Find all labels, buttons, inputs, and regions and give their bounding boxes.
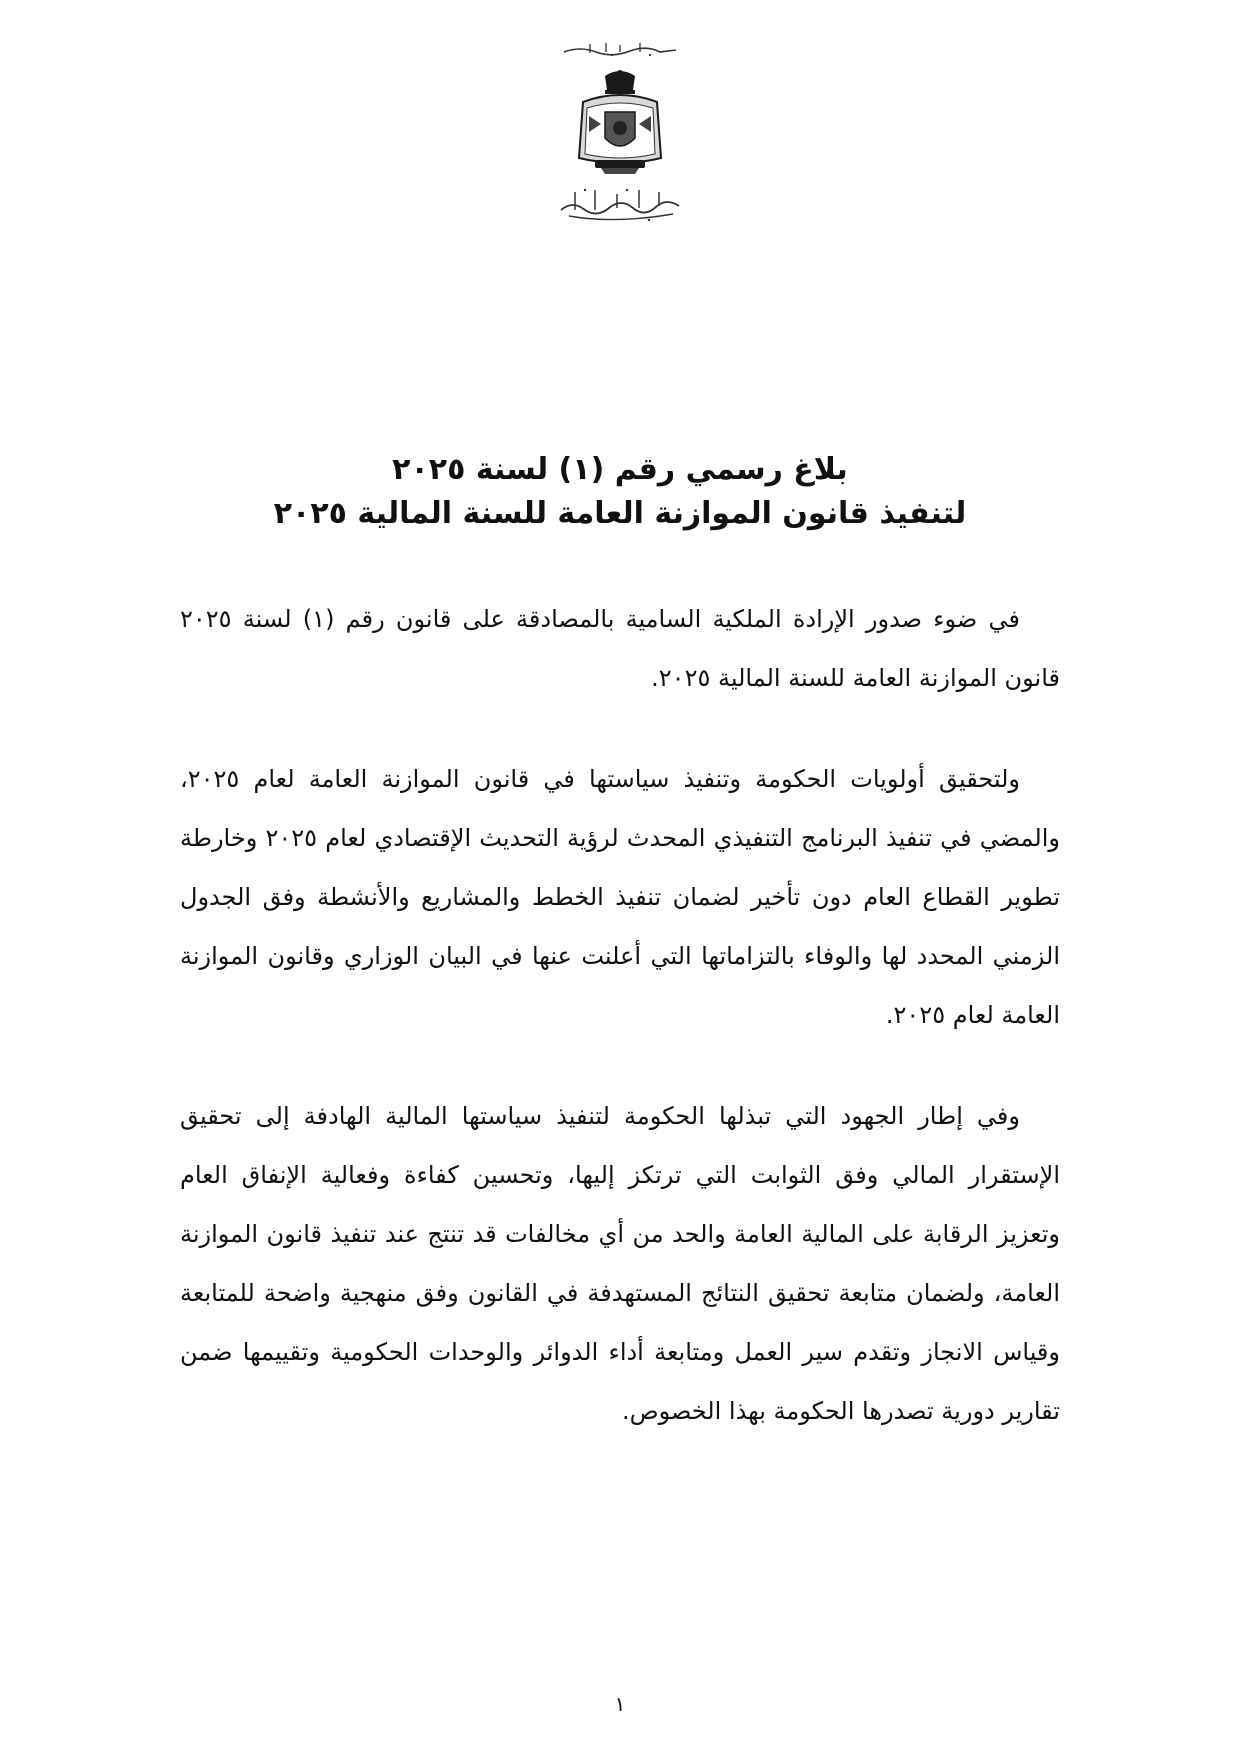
letterhead <box>0 40 1240 224</box>
basmala-calligraphy <box>560 40 680 58</box>
title-line-1: بلاغ رسمي رقم (١) لسنة ٢٠٢٥ <box>392 452 848 487</box>
office-name-calligraphy <box>555 184 685 224</box>
paragraph-2 <box>180 750 1060 1045</box>
document-body <box>180 590 1060 1483</box>
paragraph-3-text: وفي إطار الجهود التي تبذلها الحكومة لتنفيذ سياستها المالية الهادفة إلى تحقيق الإستقرار المالي وفق الثوابت التي ترتكز إليها، وتحسين كفاءة وفعالية الإنفاق العام وتعزيز الرقابة على المالية العامة والحد من أي مخالفات قد تنتج عند تنفيذ قانون الموازنة العامة، ولضمان متابعة تحقيق النتائج المستهدفة في القانون وفق منهجية واضحة للمتابعة وقياس الانجاز وتقدم سير العمل ومتابعة أداء الدوائر والوحدات الحكومية وتقييمها ضمن تقارير دورية تصدرها الحكومة بهذا الخصوص. <box>180 1102 1060 1425</box>
paragraph-3 <box>180 1087 1060 1441</box>
title-line-2: لتنفيذ قانون الموازنة العامة للسنة المالية ٢٠٢٥ <box>273 496 967 531</box>
paragraph-1 <box>180 590 1060 708</box>
royal-crest-icon <box>565 68 675 178</box>
document-title <box>0 448 1240 536</box>
paragraph-2-text: ولتحقيق أولويات الحكومة وتنفيذ سياستها في قانون الموازنة العامة لعام ٢٠٢٥، والمضي في تنفيذ البرنامج التنفيذي المحدث لرؤية التحديث الإقتصادي لعام ٢٠٢٥ وخارطة تطوير القطاع العام دون تأخير لضمان تنفيذ الخطط والمشاريع والأنشطة وفق الجدول الزمني المحدد لها والوفاء بالتزاماتها التي أعلنت عنها في البيان الوزاري وقانون الموازنة العامة لعام ٢٠٢٥. <box>180 765 1060 1029</box>
page-number: ١ <box>614 1692 626 1716</box>
paragraph-1-text: في ضوء صدور الإرادة الملكية السامية بالمصادقة على قانون رقم (١) لسنة ٢٠٢٥ قانون الموازنة العامة للسنة المالية ٢٠٢٥. <box>180 605 1060 692</box>
